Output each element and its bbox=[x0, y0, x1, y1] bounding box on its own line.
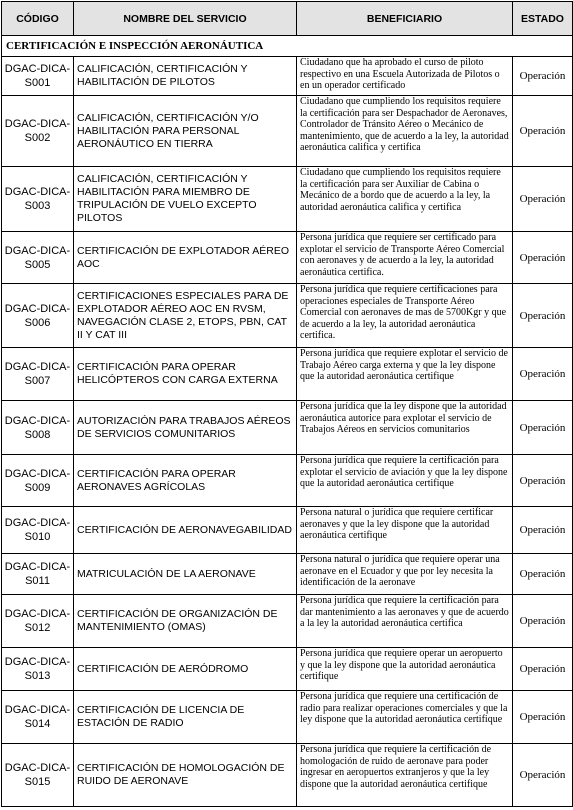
table-row bbox=[2, 348, 573, 401]
table-row bbox=[2, 57, 573, 96]
beneficiary-text: Persona jurídica que requiere certificaciones para operaciones especiales de Transporte Aéreo Comercial con aeronaves de mas de 5700Kgr y que de acuerdo a la ley, la autoridad aeronáutica certifica. bbox=[297, 284, 513, 348]
service-state: Operación bbox=[513, 57, 573, 96]
service-name: CALIFICACIÓN, CERTIFICACIÓN Y/O HABILITACIÓN PARA PERSONAL AERONÁUTICO EN TIERRA bbox=[74, 96, 297, 167]
beneficiary-text: Persona jurídica que requiere una certificación de radio para realizar operaciones comerciales y que la ley dispone que la autoridad aeronáutica certifique bbox=[297, 691, 513, 744]
service-code: DGAC-DICA-S013 bbox=[2, 648, 74, 691]
beneficiary-text: Persona jurídica que la ley dispone que la autoridad aeronáutica autorice para explotar el servicio de Trabajos Aéreos en servicios comunitarios bbox=[297, 401, 513, 455]
beneficiary-text: Ciudadano que cumpliendo los requisitos requiere la certificación para ser Auxiliar de Cabina o Mecánico de a bordo que de acuerdo a la ley, la autoridad aeronáutica califica y certifica bbox=[297, 167, 513, 232]
table-row bbox=[2, 744, 573, 807]
service-state: Operación bbox=[513, 507, 573, 554]
service-code: DGAC-DICA-S002 bbox=[2, 96, 74, 167]
beneficiary-text: Persona jurídica que requiere explotar el servicio de Trabajo Aéreo carga externa y que la ley dispone que la autoridad aeronáutica certifique bbox=[297, 348, 513, 401]
service-name: CERTIFICACIONES ESPECIALES PARA DE EXPLOTADOR AÉREO AOC EN RVSM, NAVEGACIÓN CLASE 2, ETOPS, PBN, CAT II Y CAT III bbox=[74, 284, 297, 348]
service-code: DGAC-DICA-S014 bbox=[2, 691, 74, 744]
table-row bbox=[2, 284, 573, 348]
table-row bbox=[2, 232, 573, 284]
service-name: CERTIFICACIÓN PARA OPERAR AERONAVES AGRÍCOLAS bbox=[74, 455, 297, 507]
beneficiary-text: Persona natural o jurídica que requiere operar una aeronave en el Ecuador y que por ley necesita la identificación de la aeronave bbox=[297, 554, 513, 595]
beneficiary-text: Persona jurídica que requiere la certificación de homologación de ruido de aeronave para poder ingresar en aeropuertos extranjeros y que la ley dispone que la autoridad aeronáutica certifique bbox=[297, 744, 513, 807]
service-name: CALIFICACIÓN, CERTIFICACIÓN Y HABILITACIÓN DE PILOTOS bbox=[74, 57, 297, 96]
service-code: DGAC-DICA-S006 bbox=[2, 284, 74, 348]
table-row bbox=[2, 595, 573, 648]
service-code: DGAC-DICA-S015 bbox=[2, 744, 74, 807]
service-code: DGAC-DICA-S003 bbox=[2, 167, 74, 232]
table-row bbox=[2, 167, 573, 232]
service-state: Operación bbox=[513, 401, 573, 455]
table-row bbox=[2, 507, 573, 554]
table-row bbox=[2, 455, 573, 507]
service-name: CERTIFICACIÓN PARA OPERAR HELICÓPTEROS CON CARGA EXTERNA bbox=[74, 348, 297, 401]
beneficiary-text: Ciudadano que ha aprobado el curso de piloto respectivo en una Escuela Autorizada de Pilotos o en un operador certificado bbox=[297, 57, 513, 96]
service-state: Operación bbox=[513, 232, 573, 284]
header-state: ESTADO bbox=[513, 2, 573, 36]
services-table-container bbox=[1, 1, 573, 807]
beneficiary-text: Persona jurídica que requiere la certificación para explotar el servicio de aviación y que la ley dispone que la autoridad aeronáutica certifique bbox=[297, 455, 513, 507]
table-row bbox=[2, 401, 573, 455]
header-beneficiary: BENEFICIARIO bbox=[297, 2, 513, 36]
service-state: Operación bbox=[513, 348, 573, 401]
service-state: Operación bbox=[513, 648, 573, 691]
service-state: Operación bbox=[513, 691, 573, 744]
table-row bbox=[2, 96, 573, 167]
service-state: Operación bbox=[513, 595, 573, 648]
table-row bbox=[2, 554, 573, 595]
service-code: DGAC-DICA-S008 bbox=[2, 401, 74, 455]
service-state: Operación bbox=[513, 554, 573, 595]
header-service: NOMBRE DEL SERVICIO bbox=[74, 2, 297, 36]
beneficiary-text: Ciudadano que cumpliendo los requisitos requiere la certificación para ser Despachador de Aeronaves, Controlador de Tránsito Aéreo o Mecánico de mantenimiento, que de acuerdo a la ley, la autoridad aeronáutica califica y certifica bbox=[297, 96, 513, 167]
service-name: AUTORIZACIÓN PARA TRABAJOS AÉREOS DE SERVICIOS COMUNITARIOS bbox=[74, 401, 297, 455]
service-state: Operación bbox=[513, 96, 573, 167]
beneficiary-text: Persona jurídica que requiere ser certificado para explotar el servicio de Transporte Aéreo Comercial con aeronaves y de acuerdo a la ley, la autoridad aeronáutica certifica. bbox=[297, 232, 513, 284]
services-table bbox=[1, 1, 573, 807]
service-code: DGAC-DICA-S011 bbox=[2, 554, 74, 595]
service-name: CERTIFICACIÓN DE AERÓDROMO bbox=[74, 648, 297, 691]
table-row bbox=[2, 648, 573, 691]
service-code: DGAC-DICA-S001 bbox=[2, 57, 74, 96]
table-row bbox=[2, 691, 573, 744]
section-row bbox=[2, 36, 573, 57]
service-state: Operación bbox=[513, 744, 573, 807]
beneficiary-text: Persona natural o jurídica que requiere certificar aeronaves y que la ley dispone que la autoridad aeronáutica certifique bbox=[297, 507, 513, 554]
service-name: CERTIFICACIÓN DE LICENCIA DE ESTACIÓN DE RADIO bbox=[74, 691, 297, 744]
service-code: DGAC-DICA-S012 bbox=[2, 595, 74, 648]
service-code: DGAC-DICA-S005 bbox=[2, 232, 74, 284]
service-state: Operación bbox=[513, 167, 573, 232]
service-name: CERTIFICACIÓN DE AERONAVEGABILIDAD bbox=[74, 507, 297, 554]
service-state: Operación bbox=[513, 455, 573, 507]
service-name: CERTIFICACIÓN DE HOMOLOGACIÓN DE RUIDO DE AERONAVE bbox=[74, 744, 297, 807]
service-code: DGAC-DICA-S010 bbox=[2, 507, 74, 554]
service-name: CERTIFICACIÓN DE ORGANIZACIÓN DE MANTENIMIENTO (OMAS) bbox=[74, 595, 297, 648]
section-title: CERTIFICACIÓN E INSPECCIÓN AERONÁUTICA bbox=[2, 36, 573, 57]
service-name: MATRICULACIÓN DE LA AERONAVE bbox=[74, 554, 297, 595]
beneficiary-text: Persona jurídica que requiere la certificación para dar mantenimiento a las aeronaves y que de acuerdo a la ley la autoridad aeronáutica certifica bbox=[297, 595, 513, 648]
service-code: DGAC-DICA-S007 bbox=[2, 348, 74, 401]
header-code: CÓDIGO bbox=[2, 2, 74, 36]
service-code: DGAC-DICA-S009 bbox=[2, 455, 74, 507]
header-row bbox=[2, 2, 573, 36]
service-name: CERTIFICACIÓN DE EXPLOTADOR AÉREO AOC bbox=[74, 232, 297, 284]
service-state: Operación bbox=[513, 284, 573, 348]
beneficiary-text: Persona jurídica que requiere operar un aeropuerto y que la ley dispone que la autoridad aeronáutica certifique bbox=[297, 648, 513, 691]
service-name: CALIFICACIÓN, CERTIFICACIÓN Y HABILITACIÓN PARA MIEMBRO DE TRIPULACIÓN DE VUELO EXCEPTO PILOTOS bbox=[74, 167, 297, 232]
